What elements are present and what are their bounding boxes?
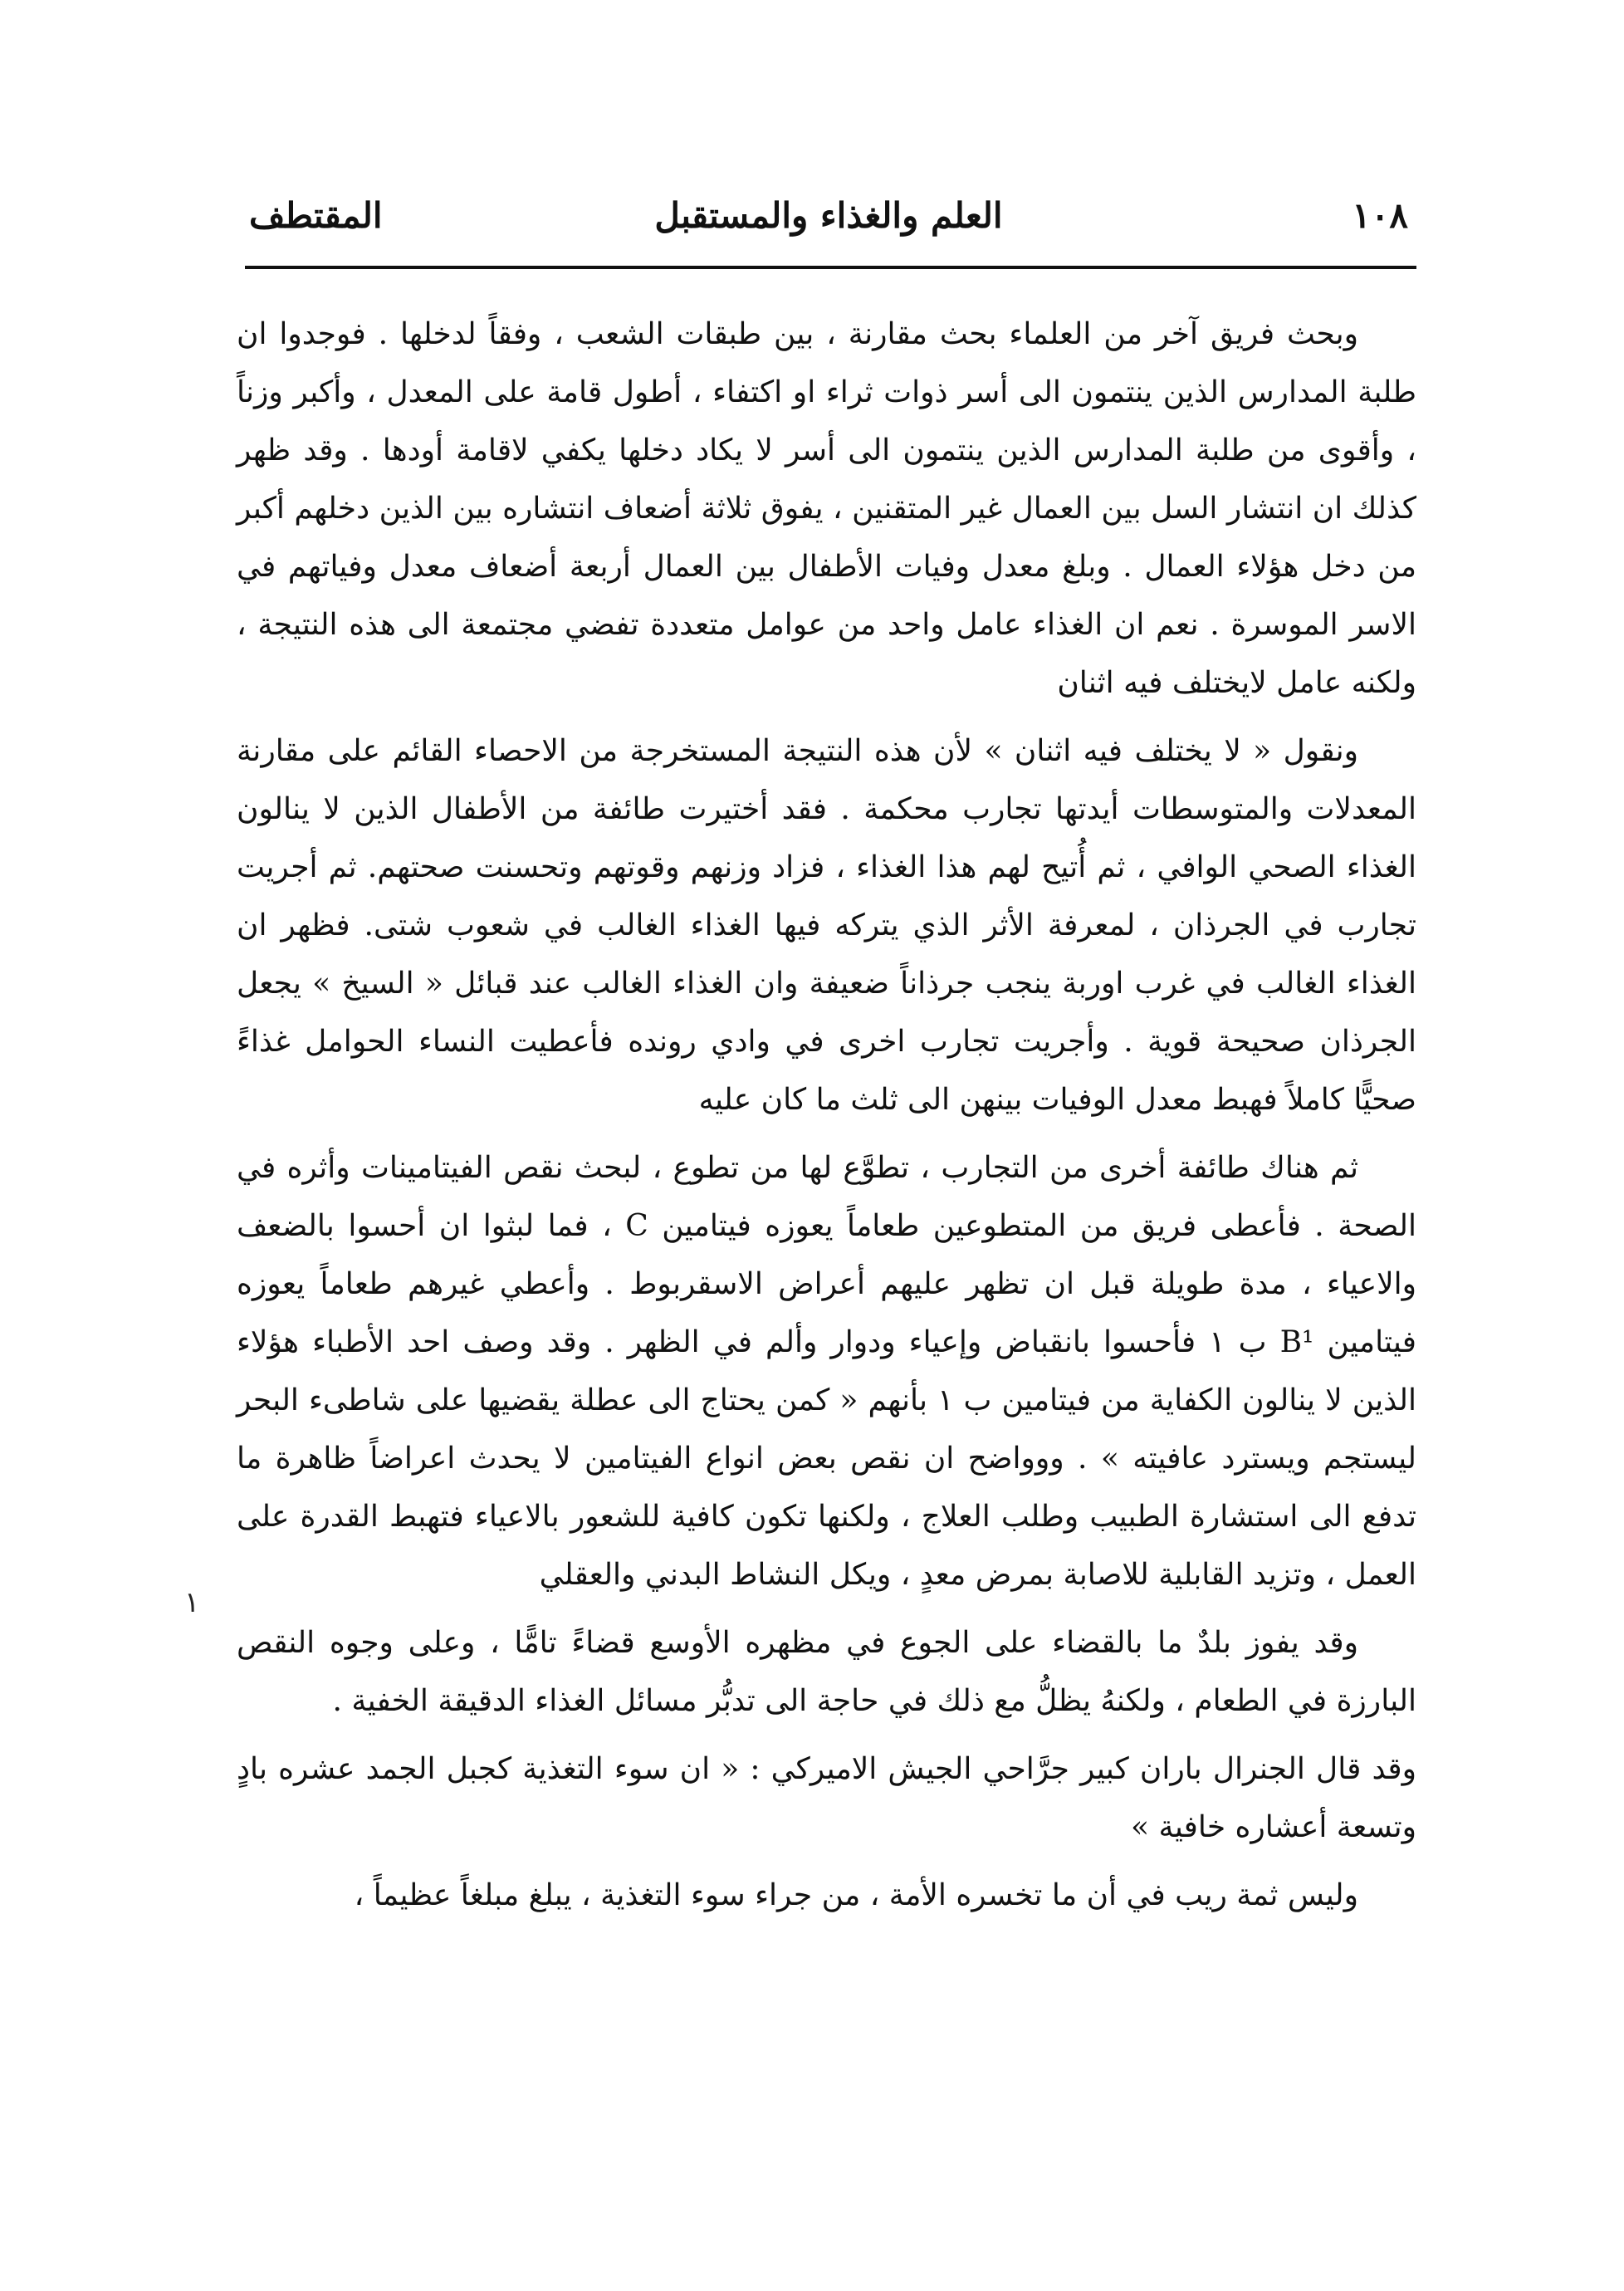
- paragraph-3: ثم هناك طائفة أخرى من التجارب ، تطوَّع لها من تطوع ، لبحث نقص الفيتامينات وأثره في الصحة . فأعطى فريق من المتطوعين طعاماً يعوزه فيتامين C ، فما لبثوا ان أحسوا بالضعف والاعياء ، مدة طويلة قبل ان تظهر عليهم أعراض الاسقربوط . وأعطي غيرهم طعاماً يعوزه فيتامين B¹ ب ١ فأحسوا بانقباض وإعياء ودوار وألم في الظهر . وقد وصف احد الأطباء هؤلاء الذين لا ينالون الكفاية من فيتامين ب ١ بأنهم « كمن يحتاج الى عطلة يقضيها على شاطىء البحر ليستجم ويسترد عافيته » . ووواضح ان نقص بعض انواع الفيتامين لا يحدث اعراضاً ظاهرة ما تدفع الى استشارة الطبيب وطلب العلاج ، ولكنها تكون كافية للشعور بالاعياء فتهبط القدرة على العمل ، وتزيد القابلية للاصابة بمرض معدٍ ، ويكل النشاط البدني والعقلي: [237, 1151, 1417, 1592]
- paragraph-2: ونقول « لا يختلف فيه اثنان » لأن هذه النتيجة المستخرجة من الاحصاء القائم على مقارنة المعدلات والمتوسطات أيدتها تجارب محكمة . فقد أختيرت طائفة من الأطفال الذين لا ينالون الغذاء الصحي الوافي ، ثم أُتيح لهم هذا الغذاء ، فزاد وزنهم وقوتهم وتحسنت صحتهم. ثم أجريت تجارب في الجرذان ، لمعرفة الأثر الذي يتركه فيها الغذاء الغالب في شعوب شتى. فظهر ان الغذاء الغالب في غرب اوربة ينجب جرذاناً ضعيفة وان الغذاء الغالب عند قبائل « السيخ » يجعل الجرذان صحيحة قوية . وأجريت تجارب اخرى في وادي رونده فأعطيت النساء الحوامل غذاءً صحيًّا كاملاً فهبط معدل الوفيات بينهن الى ثلث ما كان عليه: [237, 734, 1416, 1117]
- header-rule: [245, 266, 1416, 269]
- running-title: العلم والغذاء والمستقبل: [654, 195, 1003, 236]
- paragraph-1: وبحث فريق آخر من العلماء بحث مقارنة ، بين طبقات الشعب ، وفقاً لدخلها . فوجدوا ان طلبة المدارس الذين ينتمون الى أسر ذوات ثراء او اكتفاء ، أطول قامة على المعدل ، وأكبر وزناً ، وأقوى من طلبة المدارس الذين ينتمون الى أسر لا يكاد دخلها يكفي لاقامة أودها . وقد ظهر كذلك ان انتشار السل بين العمال غير المتقنين ، يفوق ثلاثة أضعاف انتشاره بين الذين دخلهم أكبر من دخل هؤلاء العمال . وبلغ معدل وفيات الأطفال بين العمال أربعة أضعاف معدل وفياتهم في الاسر الموسرة . نعم ان الغذاء عامل واحد من عوامل متعددة تفضي مجتمعة الى هذه النتيجة ، ولكنه عامل لايختلف فيه اثنان: [237, 317, 1416, 700]
- paragraph-5: وقد قال الجنرال باران كبير جرَّاحي الجيش الاميركي : « ان سوء التغذية كجبل الجمد عشره بادٍ وتسعة أعشاره خافية »: [237, 1752, 1416, 1844]
- paragraph-6: وليس ثمة ريب في أن ما تخسره الأمة ، من جراء سوء التغذية ، يبلغ مبلغاً عظيماً ،: [354, 1878, 1358, 1912]
- journal-name: المقتطف: [249, 195, 383, 236]
- page-number: ١٠٨: [1352, 195, 1408, 236]
- article-body: [237, 306, 1416, 1935]
- paragraph-4: وقد يفوز بلدٌ ما بالقضاء على الجوع في مظهره الأوسع قضاءً تامًّا ، وعلى وجوه النقص البارزة في الطعام ، ولكنهُ يظلُّ مع ذلك في حاجة الى تدبُّر مسائل الغذاء الدقيقة الخفية .: [237, 1626, 1416, 1718]
- page-header: [249, 187, 1408, 253]
- margin-mark: ١: [184, 1586, 200, 1619]
